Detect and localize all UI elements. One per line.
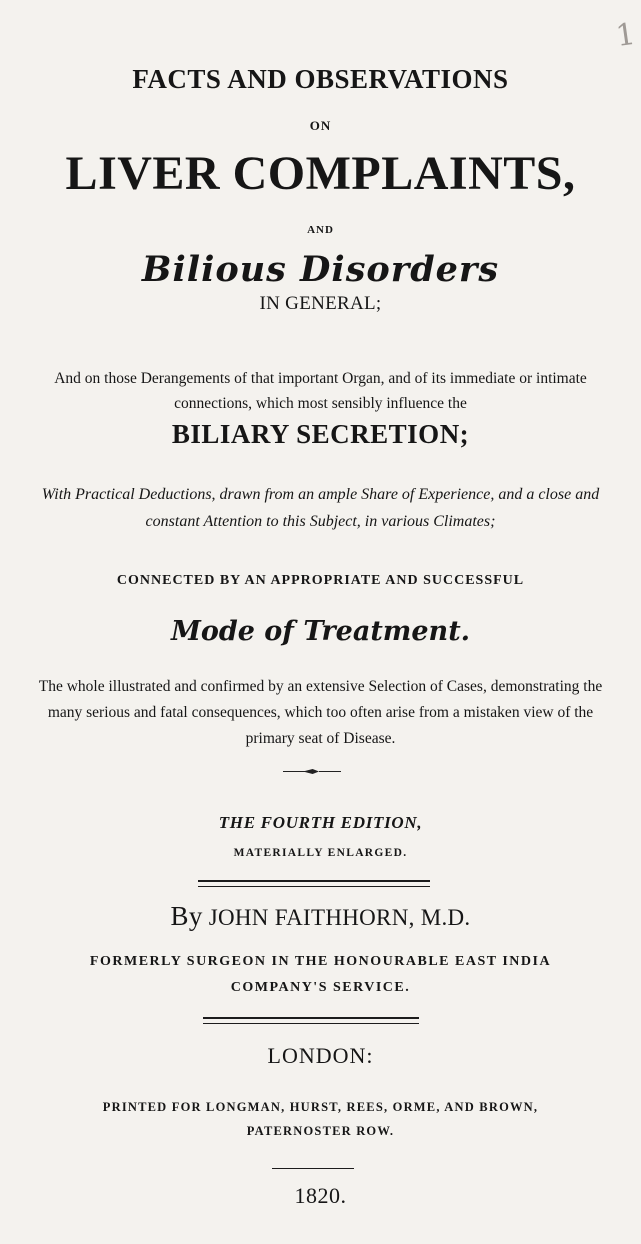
mode-of-treatment-heading: Mode of Treatment.	[170, 616, 471, 647]
author-line	[0, 901, 641, 932]
and-line: AND	[307, 224, 334, 236]
on-line: ON	[309, 118, 332, 133]
company-service-line: COMPANY'S SERVICE.	[230, 980, 411, 995]
whole-illustrated-paragraph: The whole illustrated and confirmed by an extensive Selection of Cases, demonstrating the many serious and fatal consequences, which too often arise from a mistaken view of the primary seat of Disease.	[38, 678, 603, 747]
rule-short	[272, 1168, 354, 1169]
connected-line: CONNECTED BY AN APPROPRIATE AND SUCCESSFUL	[116, 573, 525, 588]
paternoster-row-line: PATERNOSTER ROW.	[246, 1124, 395, 1138]
liver-complaints-heading: LIVER COMPLAINTS,	[65, 147, 576, 200]
rule-upper	[198, 880, 430, 887]
author-by: By	[170, 901, 203, 931]
practical-deductions-paragraph: With Practical Deductions, drawn from an ample Share of Experience, and a close and constant Attention to this Subject, in various Climates;	[41, 486, 600, 530]
printed-for-line: PRINTED FOR LONGMAN, HURST, REES, ORME, AND BROWN,	[102, 1100, 539, 1114]
edition-heading: THE FOURTH EDITION,	[218, 813, 423, 832]
in-general-line: IN GENERAL;	[259, 293, 382, 314]
description-paragraph: And on those Derangements of that important Organ, and of its immediate or intimate connections, which most sensibly influence the	[54, 370, 587, 412]
publication-year: 1820.	[294, 1183, 347, 1208]
formerly-line: FORMERLY SURGEON IN THE HONOURABLE EAST INDIA	[89, 954, 552, 969]
rule-lower	[203, 1017, 419, 1024]
book-title: FACTS AND OBSERVATIONS	[132, 64, 509, 94]
ornament-divider	[283, 769, 343, 775]
london-imprint: LONDON:	[267, 1043, 374, 1068]
bilious-disorders-heading: Bilious Disorders	[141, 249, 500, 290]
corner-mark: 1	[613, 16, 638, 55]
materially-enlarged-line: MATERIALLY ENLARGED.	[233, 847, 408, 859]
author-name: JOHN FAITHHORN, M.D.	[208, 905, 471, 930]
biliary-secretion-heading: BILIARY SECRETION;	[171, 419, 470, 449]
